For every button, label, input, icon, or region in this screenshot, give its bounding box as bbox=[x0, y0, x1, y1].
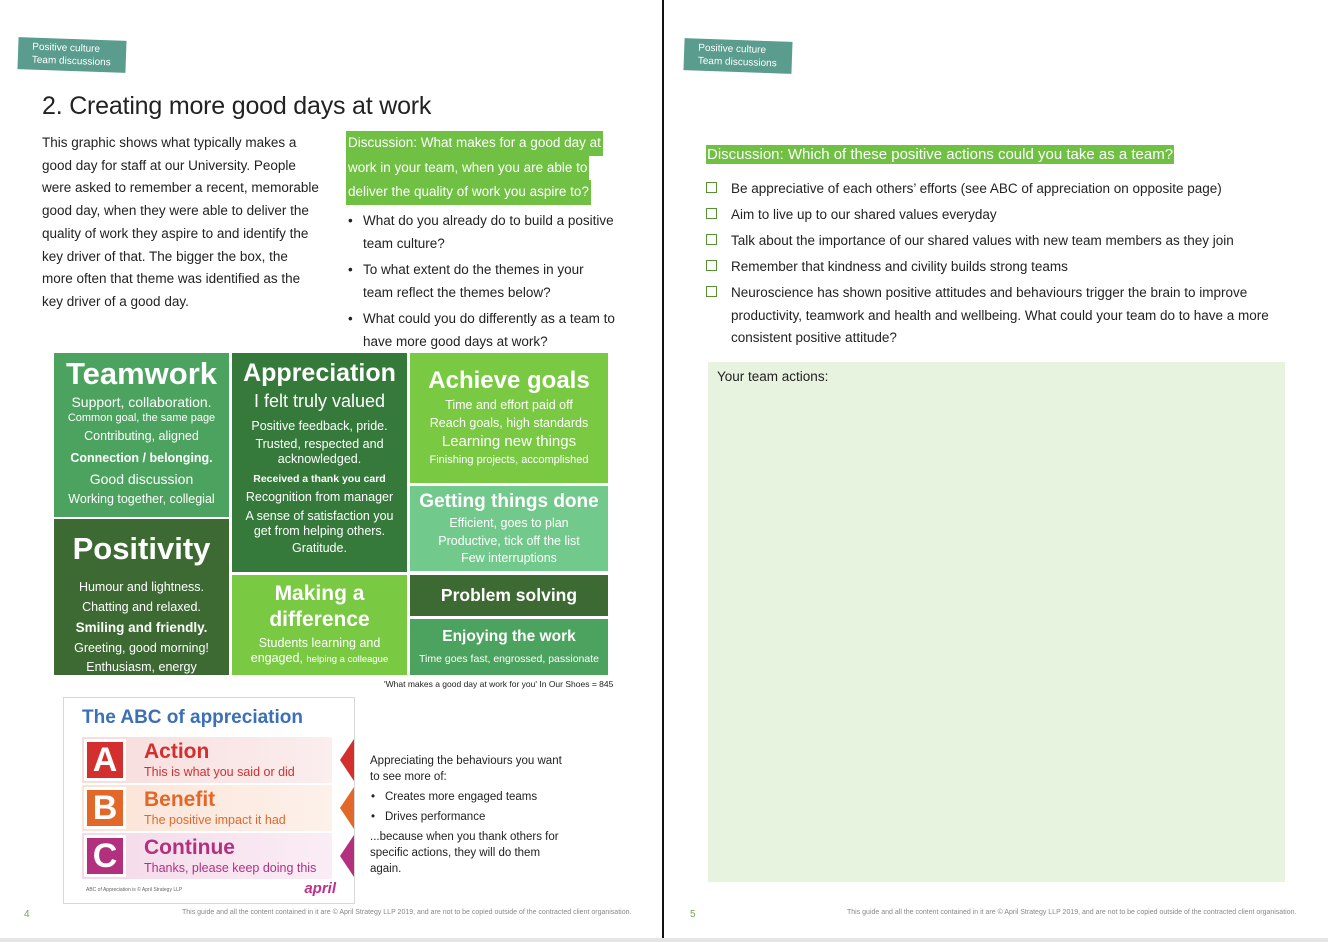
abc-title: The ABC of appreciation bbox=[82, 707, 303, 728]
getting-things-done-line: Few interruptions bbox=[461, 551, 557, 565]
achieve-goals-line: Time and effort paid off bbox=[445, 398, 573, 412]
discussion-heading-line: work in your team, when you are able to bbox=[346, 156, 589, 181]
abc-sub: This is what you said or did bbox=[144, 765, 295, 779]
discussion-bullets bbox=[346, 209, 616, 353]
appreciation-line: Positive feedback, pride. bbox=[251, 419, 388, 433]
abc-row-benefit bbox=[82, 785, 354, 831]
appreciation-line: Gratitude. bbox=[292, 541, 347, 555]
discussion-heading-line: Discussion: What makes for a good day at bbox=[346, 131, 603, 156]
discussion-block bbox=[346, 131, 616, 356]
treemap-getting-things-done bbox=[410, 486, 608, 571]
positivity-line: Enthusiasm, energy bbox=[86, 660, 197, 674]
abc-sub: The positive impact it had bbox=[144, 813, 286, 827]
intro-paragraph: This graphic shows what typically makes a good day for staff at our University. People were asked to remember a recent, memorable good day, when they were able to deliver the quality of work they aspire to and identify the key driver of that. The bigger the box, the more often that theme was identified as the key driver of a good day. bbox=[42, 135, 319, 309]
appreciation-line: Received a thank you card bbox=[253, 473, 386, 485]
abc-side-intro: Appreciating the behaviours you want to see more of: bbox=[370, 755, 562, 783]
page-number: 5 bbox=[690, 909, 696, 920]
abc-letter-c: C bbox=[84, 835, 126, 877]
april-logo: april bbox=[304, 880, 336, 897]
teamwork-line: Working together, collegial bbox=[68, 492, 215, 506]
abc-side-bullet: • Drives performance bbox=[370, 809, 570, 825]
section-tag bbox=[683, 38, 792, 74]
treemap-achieve-goals bbox=[410, 353, 608, 483]
abc-row-action bbox=[82, 737, 354, 783]
discussion-bullet: • What could you do differently as a team to have more good days at work? bbox=[346, 307, 616, 353]
positivity-line: Smiling and friendly. bbox=[75, 620, 208, 635]
abc-letter-a: A bbox=[84, 739, 126, 781]
tag-line-1: Positive culture bbox=[32, 41, 101, 55]
tag-line-1: Positive culture bbox=[698, 42, 767, 56]
teamwork-title: Teamwork bbox=[65, 356, 218, 391]
treemap-enjoying-the-work bbox=[410, 619, 608, 675]
abc-word: Benefit bbox=[144, 788, 216, 811]
achieve-goals-title: Achieve goals bbox=[428, 367, 590, 394]
teamwork-line: Common goal, the same page bbox=[67, 412, 216, 424]
discussion-heading-line: deliver the quality of work you aspire to? bbox=[346, 180, 591, 205]
page-footer: This guide and all the content contained in it are © April Strategy LLP 2019, and are not to be copied outside of the contracted client organisation. bbox=[182, 909, 632, 916]
positivity-line: Chatting and relaxed. bbox=[82, 600, 201, 614]
making-difference-line: engaged, bbox=[250, 651, 303, 665]
action-checklist bbox=[706, 178, 1286, 353]
teamwork-line: Good discussion bbox=[89, 471, 194, 487]
abc-word: Action bbox=[144, 740, 210, 763]
treemap-appreciation bbox=[232, 353, 407, 572]
treemap-teamwork bbox=[54, 353, 229, 517]
abc-sub: Thanks, please keep doing this bbox=[144, 861, 317, 875]
appreciation-line: A sense of satisfaction you get from helping others. bbox=[245, 509, 394, 538]
abc-row-continue bbox=[82, 833, 354, 879]
bottom-strip bbox=[0, 938, 1328, 942]
checklist-item: Remember that kindness and civility builds strong teams bbox=[706, 256, 1286, 279]
abc-explanation bbox=[370, 753, 570, 877]
tag-line-2: Team discussions bbox=[31, 54, 111, 69]
appreciation-line: I felt truly valued bbox=[253, 391, 386, 411]
achieve-goals-line: Finishing projects, accomplished bbox=[429, 454, 589, 466]
appreciation-line: Recognition from manager bbox=[245, 490, 394, 504]
enjoying-work-title: Enjoying the work bbox=[442, 628, 576, 645]
making-difference-line: Students learning and bbox=[258, 636, 381, 650]
checkbox-icon[interactable] bbox=[706, 286, 717, 297]
positivity-line: Humour and lightness. bbox=[78, 580, 205, 594]
appreciation-line: Trusted, respected and acknowledged. bbox=[255, 437, 384, 466]
checklist-item: Aim to live up to our shared values everyday bbox=[706, 204, 1286, 227]
checklist-item: Be appreciative of each others’ efforts (see ABC of appreciation on opposite page) bbox=[706, 178, 1286, 201]
treemap-problem-solving bbox=[410, 575, 608, 616]
treemap-positivity bbox=[54, 519, 229, 675]
checklist-item: Talk about the importance of our shared values with new team members as they join bbox=[706, 230, 1286, 253]
positivity-title: Positivity bbox=[72, 531, 211, 566]
getting-things-done-title: Getting things done bbox=[419, 491, 599, 512]
checkbox-icon[interactable] bbox=[706, 182, 717, 193]
abc-of-appreciation bbox=[63, 697, 355, 904]
appreciation-title: Appreciation bbox=[243, 359, 396, 387]
checklist-item: Neuroscience has shown positive attitudes and behaviours trigger the brain to improve productivity, teamwork and health and wellbeing. What could your team do to have a more consistent positive attitude? bbox=[706, 282, 1286, 350]
discussion-heading-text: Discussion: Which of these positive actions could you take as a team? bbox=[707, 146, 1174, 163]
checkbox-icon[interactable] bbox=[706, 260, 717, 271]
checkbox-icon[interactable] bbox=[706, 208, 717, 219]
making-difference-title-2: difference bbox=[269, 608, 370, 631]
teamwork-line: Contributing, aligned bbox=[84, 429, 199, 443]
team-actions-label: Your team actions: bbox=[717, 369, 829, 384]
abc-letter-b: B bbox=[84, 787, 126, 829]
problem-solving-title: Problem solving bbox=[440, 585, 578, 605]
teamwork-line: Support, collaboration. bbox=[71, 394, 212, 410]
achieve-goals-line: Reach goals, high standards bbox=[429, 416, 589, 430]
page-number: 4 bbox=[24, 909, 30, 920]
page-footer: This guide and all the content contained in it are © April Strategy LLP 2019, and are not to be copied outside of the contracted client organisation. bbox=[847, 909, 1297, 916]
abc-word: Continue bbox=[144, 836, 235, 859]
getting-things-done-line: Efficient, goes to plan bbox=[449, 516, 569, 530]
page-divider bbox=[662, 0, 664, 942]
making-difference-title-1: Making a bbox=[274, 582, 365, 605]
abc-side-bullet: • Creates more engaged teams bbox=[370, 789, 570, 805]
team-actions-box[interactable] bbox=[708, 362, 1285, 882]
making-difference-line: helping a colleague bbox=[306, 654, 389, 665]
enjoying-work-line: Time goes fast, engrossed, passionate bbox=[419, 653, 599, 665]
section-tag bbox=[17, 37, 126, 73]
abc-side-outro: ...because when you thank others for specific actions, they will do them again. bbox=[370, 831, 559, 875]
page-title: 2. Creating more good days at work bbox=[42, 92, 432, 120]
abc-footnote: ABC of Appreciation is © April Strategy LLP bbox=[86, 887, 183, 893]
tag-line-2: Team discussions bbox=[697, 55, 777, 70]
treemap-making-a-difference bbox=[232, 575, 407, 675]
positivity-line: Greeting, good morning! bbox=[74, 641, 209, 655]
discussion-heading bbox=[706, 145, 1174, 165]
abc-side-bullets bbox=[370, 789, 570, 825]
left-page bbox=[0, 0, 662, 942]
achieve-goals-line: Learning new things bbox=[441, 433, 577, 450]
discussion-bullet: • To what extent do the themes in your team reflect the themes below? bbox=[346, 258, 616, 304]
checkbox-icon[interactable] bbox=[706, 234, 717, 245]
discussion-bullet: • What do you already do to build a positive team culture? bbox=[346, 209, 616, 255]
treemap-source-note: 'What makes a good day at work for you' In Our Shoes = 845 bbox=[384, 679, 614, 689]
teamwork-line: Connection / belonging. bbox=[70, 451, 213, 465]
getting-things-done-line: Productive, tick off the list bbox=[438, 534, 580, 548]
